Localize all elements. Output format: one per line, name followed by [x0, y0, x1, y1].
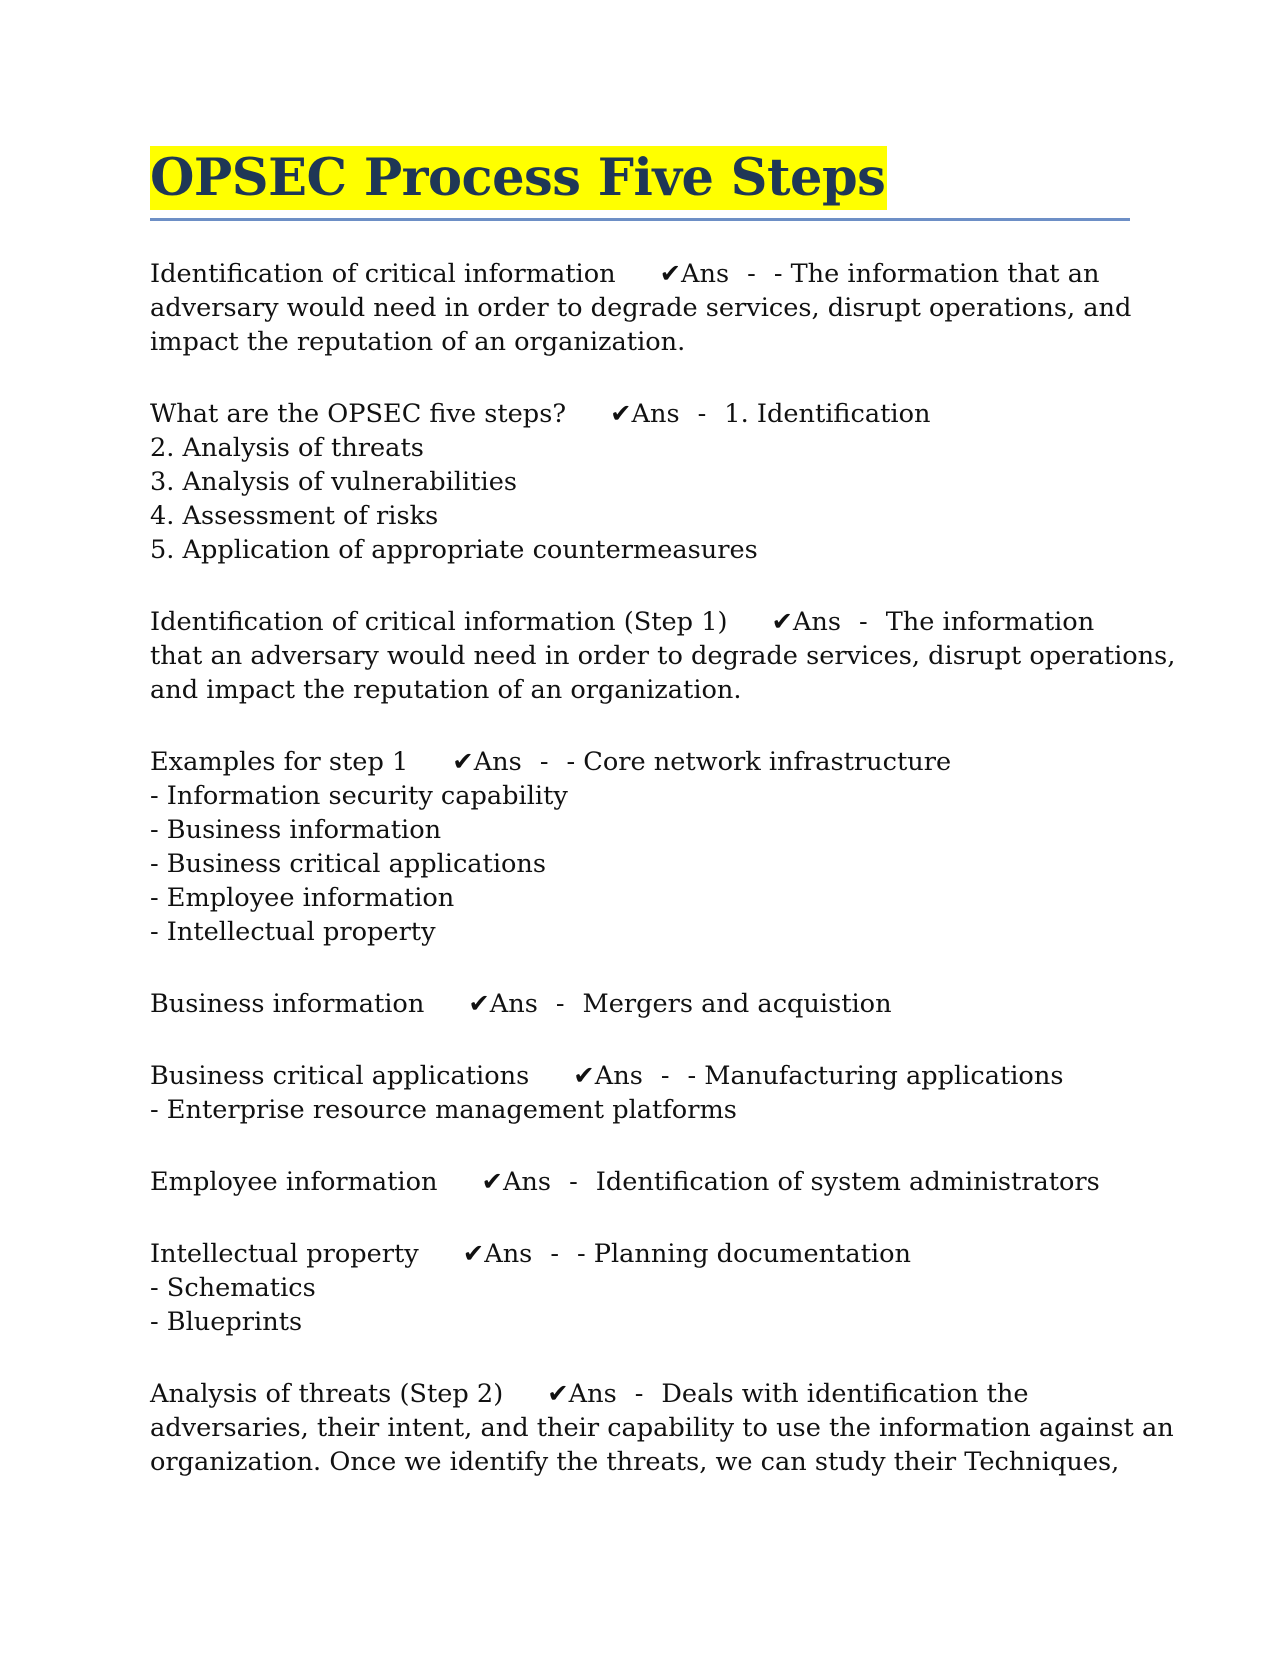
answer-label: Ans [473, 747, 522, 777]
answer-text: - Core network infrastructure [566, 747, 952, 777]
check-mark-icon: ✔ [659, 259, 682, 289]
qa-answer-line: adversary would need in order to degrade services, disrupt operations, and [150, 293, 1132, 323]
question-text: Intellectual property [150, 1239, 419, 1269]
answer-text: 1. Identification [724, 399, 931, 429]
qa-answer-line: - Intellectual property [150, 917, 436, 947]
qa-answer-line: 4. Assessment of risks [150, 501, 439, 531]
check-mark-icon: ✔ [468, 989, 490, 1019]
qa-question-line [150, 987, 1130, 1021]
question-text: Identification of critical information (Step 1) [150, 607, 728, 637]
answer-separator: - [569, 1167, 578, 1197]
qa-answer-line: 5. Application of appropriate countermeasures [150, 535, 758, 565]
check-mark-icon: ✔ [547, 1379, 569, 1409]
answer-separator: - [555, 989, 565, 1019]
answer-separator: - [859, 607, 868, 637]
qa-answer-line: 3. Analysis of vulnerabilities [150, 467, 517, 497]
qa-item [150, 1059, 1130, 1127]
qa-item [150, 1377, 1174, 1479]
check-mark-icon: ✔ [771, 607, 793, 637]
qa-question-line [150, 745, 1130, 779]
answer-label: Ans [681, 259, 730, 289]
check-mark-icon: ✔ [481, 1167, 503, 1197]
qa-question-line [150, 1377, 1130, 1411]
question-text: Employee information [150, 1167, 438, 1197]
answer-separator: - [697, 399, 707, 429]
qa-answer-line: that an adversary would need in order to degrade services, disrupt operations, [150, 641, 1176, 671]
answer-label: Ans [502, 1167, 552, 1197]
qa-question-line [150, 1059, 1130, 1093]
qa-answer-line: - Schematics [150, 1273, 316, 1303]
answer-text: - The information that an [773, 259, 1100, 289]
qa-answer-line: adversaries, their intent, and their capability to use the information against an [150, 1413, 1174, 1443]
answer-label: Ans [568, 1379, 617, 1409]
qa-item [150, 397, 1130, 567]
answer-separator: - [539, 747, 549, 777]
document-page [150, 146, 1176, 1517]
answer-separator: - [747, 259, 756, 289]
answer-separator: - [550, 1239, 559, 1269]
question-text: Identification of critical information [150, 259, 616, 289]
qa-answer-line: - Business critical applications [150, 849, 547, 879]
qa-question-line [150, 397, 1130, 431]
qa-question-line [150, 605, 1130, 639]
check-mark-icon: ✔ [610, 399, 632, 429]
qa-question-line [150, 1165, 1130, 1199]
answer-text: The information [885, 607, 1095, 637]
answer-label: Ans [489, 989, 538, 1019]
qa-answer-line: - Employee information [150, 883, 455, 913]
qa-answer-line: organization. Once we identify the threats, we can study their Techniques, [150, 1447, 1120, 1477]
qa-answer-line: - Information security capability [150, 781, 568, 811]
answer-separator: - [660, 1061, 670, 1091]
qa-item [150, 745, 1130, 949]
question-text: Business information [150, 989, 425, 1019]
qa-question-line [150, 1237, 1130, 1271]
check-mark-icon: ✔ [452, 747, 474, 777]
answer-text: Mergers and acquistion [582, 989, 892, 1019]
qa-list [150, 257, 1176, 1479]
answer-label: Ans [792, 607, 842, 637]
title-block [150, 146, 1130, 221]
qa-answer-line: impact the reputation of an organization. [150, 327, 686, 357]
document-title: OPSEC Process Five Steps [150, 148, 886, 208]
check-mark-icon: ✔ [573, 1061, 595, 1091]
question-text: Examples for step 1 [150, 747, 409, 777]
check-mark-icon: ✔ [462, 1239, 485, 1269]
question-text: Business critical applications [150, 1061, 530, 1091]
question-text: Analysis of threats (Step 2) [150, 1379, 504, 1409]
question-text: What are the OPSEC five steps? [150, 399, 567, 429]
qa-item [150, 257, 1130, 359]
answer-label: Ans [594, 1061, 643, 1091]
qa-item [150, 1237, 1130, 1339]
answer-text: Deals with identification the [661, 1379, 1029, 1409]
qa-item [150, 1165, 1130, 1199]
qa-item [150, 987, 1130, 1021]
answer-text: - Manufacturing applications [687, 1061, 1064, 1091]
qa-answer-line: and impact the reputation of an organization. [150, 675, 742, 705]
qa-answer-line: 2. Analysis of threats [150, 433, 424, 463]
qa-answer-line: - Business information [150, 815, 442, 845]
qa-answer-line: - Blueprints [150, 1307, 303, 1337]
answer-label: Ans [484, 1239, 533, 1269]
answer-separator: - [634, 1379, 644, 1409]
qa-question-line [150, 257, 1130, 291]
qa-answer-line: - Enterprise resource management platforms [150, 1095, 737, 1125]
answer-text: Identification of system administrators [595, 1167, 1100, 1197]
answer-text: - Planning documentation [576, 1239, 912, 1269]
answer-label: Ans [631, 399, 680, 429]
qa-item [150, 605, 1176, 707]
